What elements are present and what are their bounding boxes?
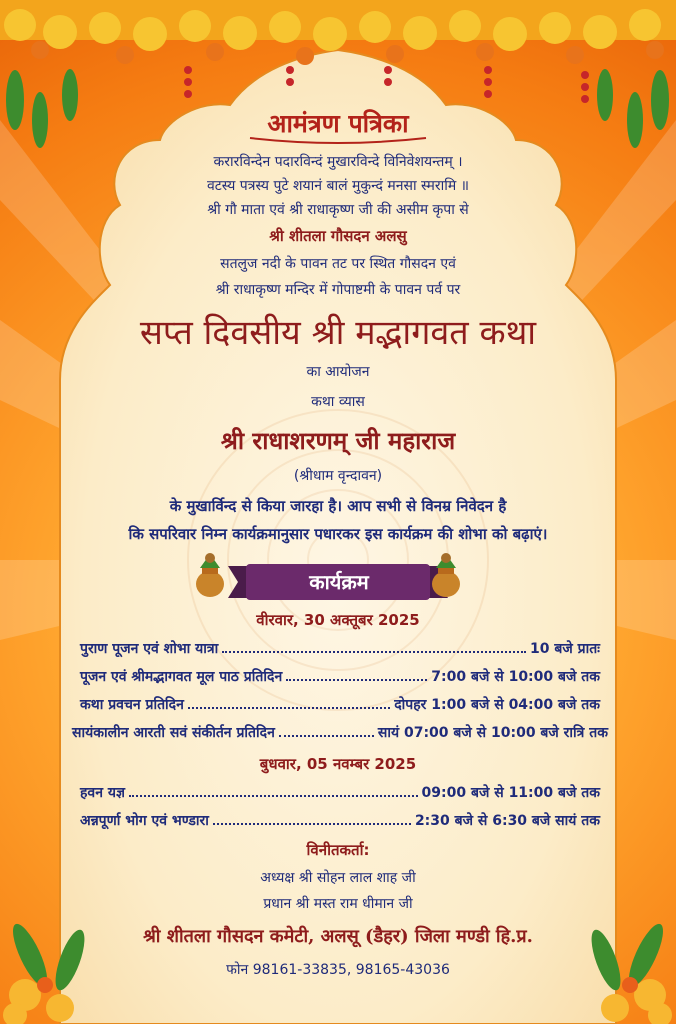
schedule-item-time: 2:30 बजे से 6:30 बजे सायं तक: [414, 813, 600, 829]
blessing-line: श्री गौ माता एवं श्री राधाकृष्ण जी की असीम कृपा से: [207, 202, 469, 218]
speaker-name: श्री राधाशरणम् जी महाराज: [220, 426, 456, 455]
invite-line-1: के मुखार्विन्द से किया जारहा है। आप सभी से विनम्र निवेदन है: [169, 497, 507, 515]
dot-leader: [188, 707, 390, 709]
phone-line: फोन 98161-33835, 98165-43036: [226, 962, 450, 978]
schedule-item-name: अन्नपूर्णा भोग एवं भण्डारा: [80, 813, 209, 829]
invitation-title: आमंत्रण पत्रिका: [267, 109, 409, 138]
schedule-item-time: 7:00 बजे से 10:00 बजे तक: [431, 669, 600, 685]
location-line-1: सतलुज नदी के पावन तट पर स्थित गौसदन एवं: [220, 256, 456, 272]
aayojan-text: का आयोजन: [306, 364, 370, 380]
schedule-row: [80, 636, 600, 658]
schedule-item-time: 10 बजे प्रातः: [529, 641, 600, 657]
president-line: अध्यक्ष श्री सोहन लाल शाह जी: [260, 870, 416, 886]
event-title: सप्त दिवसीय श्री मद्भागवत कथा: [139, 313, 537, 353]
organization-name: श्री शीतला गौसदन अलसु: [269, 227, 407, 245]
schedule-item-name: पुराण पूजन एवं शोभा यात्रा: [80, 641, 219, 657]
schedule-item-name: सायंकालीन आरती सवं संकीर्तन प्रतिदिन: [72, 725, 275, 741]
day1-date: वीरवार, 30 अक्तूबर 2025: [256, 611, 420, 629]
schedule-row: [80, 664, 600, 686]
dot-leader: [286, 679, 427, 681]
day2-date: बुधवार, 05 नवम्बर 2025: [259, 755, 417, 773]
schedule-row: [72, 720, 608, 742]
schedule-item-name: पूजन एवं श्रीमद्भागवत मूल पाठ प्रतिदिन: [80, 669, 283, 685]
dot-leader: [213, 823, 411, 825]
katha-vyas-label: कथा व्यास: [311, 394, 365, 410]
schedule-row: [80, 780, 600, 802]
invite-line-2: कि सपरिवार निम्न कार्यक्रमानुसार पधारकर इस कार्यक्रम की शोभा को बढ़ाएं।: [128, 525, 548, 543]
schedule-item-time: सायं 07:00 बजे से 10:00 बजे रात्रि तक: [377, 725, 608, 741]
schedule-item-time: दोपहर 1:00 बजे से 04:00 बजे तक: [394, 697, 600, 713]
shloka-line-2: वटस्य पत्रस्य पुटे शयानं बालं मुकुन्दं मनसा स्मरामि ॥: [206, 178, 470, 194]
schedule-item-name: हवन यज्ञ: [80, 785, 125, 801]
schedule-row: [80, 692, 600, 714]
speaker-place: (श्रीधाम वृन्दावन): [293, 468, 383, 484]
shloka-line-1: करारविन्देन पदारविन्दं मुखारविन्दे विनिवेशयन्तम् ।: [213, 154, 463, 170]
program-banner: कार्यक्रम: [309, 570, 369, 594]
location-line-2: श्री राधाकृष्ण मन्दिर में गोपाष्टमी के पावन पर्व पर: [215, 282, 461, 298]
schedule-row: [80, 808, 600, 830]
schedule-item-name: कथा प्रवचन प्रतिदिन: [80, 697, 184, 713]
head-line: प्रधान श्री मस्त राम धीमान जी: [263, 896, 413, 912]
dot-leader: [129, 795, 418, 797]
dot-leader: [279, 735, 374, 737]
schedule-item-time: 09:00 बजे से 11:00 बजे तक: [421, 785, 600, 801]
dot-leader: [222, 651, 526, 653]
committee-name: श्री शीतला गौसदन कमेटी, अलसू (डैहर) जिला मण्डी हि.प्र.: [143, 926, 533, 947]
vinit-label: विनीतकर्ता:: [306, 841, 370, 859]
